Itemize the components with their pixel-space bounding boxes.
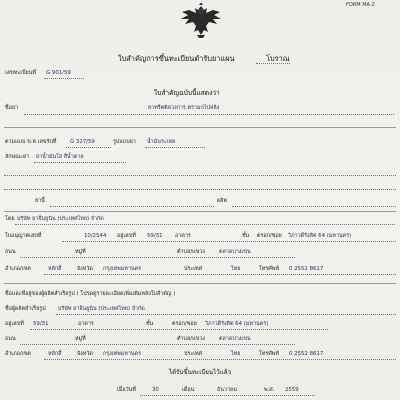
district2-value: หลักสี่	[48, 351, 62, 357]
addr2-row-dotline	[30, 329, 328, 330]
moo2-label: หมู่ที่	[75, 336, 86, 342]
soi2-value: วิภาวดีรังสิต 64 (มหานคร)	[205, 321, 269, 327]
district-label: อำเภอ/เขต	[5, 266, 31, 272]
road2-label: ถนน	[5, 336, 16, 342]
country2-label: ประเทศ	[184, 351, 203, 357]
license-label: ใบอนุญาตเลขที่	[5, 233, 42, 239]
phone-value: 0 2552 8617	[289, 266, 324, 272]
manufacturer-name: บริษัท ยาจีนยูนิน (ประเทศไทย) จำกัด	[17, 216, 104, 222]
date-day: 30	[152, 387, 159, 393]
building2-label: อาคาร	[78, 321, 94, 327]
month-value: ธันวาคม	[217, 387, 238, 393]
title-dotline	[256, 63, 290, 64]
subdistrict2-label: ตำบล/แขวง	[177, 336, 205, 342]
district-row-dotline	[44, 274, 396, 275]
building-label: อาคาร	[175, 233, 191, 239]
divider-2	[4, 211, 396, 212]
subdistrict2-value: ตลาดบางเขน	[219, 336, 251, 342]
divider-3	[4, 283, 396, 284]
form-dotline	[66, 147, 111, 148]
soi-label: ตรอก/ซอย	[257, 233, 282, 239]
country-value: ไทย	[231, 266, 241, 272]
amount-dotline	[50, 206, 214, 207]
license-no: 10/2544	[84, 233, 107, 239]
form-type: น้ำมันระเหย	[147, 139, 176, 145]
by-label: โดย	[5, 216, 15, 222]
form-no: G 327/59	[70, 139, 95, 145]
road-row-dotline	[20, 257, 295, 258]
certificate-heading: ใบสำคัญฉบับนี้แสดงว่า	[154, 89, 220, 97]
year-value: 2559	[285, 387, 299, 393]
addr2-no: 59/31	[33, 321, 49, 327]
district2-label: อำเภอ/เขต	[5, 351, 31, 357]
amount-label: ยานี้	[35, 198, 45, 204]
moo-label: หมู่ที่	[75, 249, 86, 255]
reg-label: เลขทะเบียนที่	[5, 70, 36, 76]
addr-label: อยู่เลขที่	[117, 233, 136, 239]
province2-label: จังหวัด	[77, 351, 93, 357]
section2-title: ชื่อและที่อยู่ของผู้ผลิตสำเร็จรูป ( โปรดดูรายละเอียดเพิ่มเติมหลังใบสำคัญ )	[5, 291, 176, 297]
registered-heading: ได้รับขึ้นทะเบียนไว้แล้ว	[169, 369, 231, 376]
character-label: ลักษณะยา	[5, 154, 30, 160]
road-label: ถนน	[5, 249, 16, 255]
maker-dotline	[232, 206, 396, 207]
divider-1	[4, 127, 396, 128]
province-value: กรุงเทพมหานคร	[103, 266, 142, 272]
form-no-label: ตามแบบ ข.ต เลขรับที่	[5, 139, 57, 145]
title-value: โบราณ	[266, 54, 290, 63]
seller-name: บริษัท ยาจีนยูนิน (ประเทศไทย) จำกัด	[58, 306, 145, 312]
district-value: หลักสี่	[48, 266, 62, 272]
month-label: เดือน	[182, 387, 195, 393]
seller-dotline	[56, 314, 396, 315]
floor-label: ชั้น	[242, 233, 250, 239]
reg-number: G 901/59	[46, 70, 71, 76]
form-code: FORM MA-2	[346, 2, 375, 8]
date-dotline	[140, 395, 315, 396]
drug-name: ยาทรีตติลวงการ ตรามกไปหลิง	[148, 105, 220, 111]
blank-dotline-2	[4, 189, 396, 190]
addr2-label: อยู่เลขที่	[5, 321, 24, 327]
date-label: เมื่อวันที่	[117, 387, 136, 393]
character: ยาน้ำมันใส สีน้ำตาล	[36, 154, 84, 160]
floor2-label: ชั้น	[146, 321, 154, 327]
road2-row-dotline	[20, 344, 295, 345]
country-label: ประเทศ	[184, 266, 203, 272]
phone2-value: 0 2552 8617	[289, 351, 324, 357]
blank-dotline-1	[4, 175, 396, 176]
form-type-label: รูปแบบยา	[113, 139, 136, 145]
page-title: ใบสำคัญการขึ้นทะเบียนตำรับยาแผน	[118, 54, 235, 63]
subdistrict-label: ตำบล/แขวง	[177, 249, 205, 255]
drug-dotline	[24, 114, 394, 115]
country2-value: ไทย	[231, 351, 241, 357]
seller-label: ชื่อผู้ผลิตสำเร็จรูป	[5, 306, 46, 312]
garuda-emblem-icon	[178, 2, 224, 40]
character-dotline	[34, 162, 126, 163]
year-label: พ.ศ.	[264, 387, 275, 393]
by-dotline	[15, 224, 395, 225]
form-type-dotline	[145, 147, 205, 148]
maker-label: ผลิต	[217, 198, 227, 204]
license-row-dotline	[62, 241, 396, 242]
soi2-label: ตรอก/ซอย	[172, 321, 197, 327]
province-label: จังหวัด	[77, 266, 93, 272]
province2-value: กรุงเทพมหานคร	[103, 351, 142, 357]
addr-no: 59/31	[147, 233, 163, 239]
reg-dotline	[44, 78, 84, 79]
soi-value: วิภาวดีรังสิต 64 (มหานคร)	[288, 233, 352, 239]
drug-label: ชื่อยา	[5, 105, 19, 111]
district2-row-dotline	[44, 359, 396, 360]
phone-label: โทรศัพท์	[259, 266, 279, 272]
subdistrict-value: ตลาดบางเขน	[219, 249, 251, 255]
phone2-label: โทรศัพท์	[259, 351, 279, 357]
